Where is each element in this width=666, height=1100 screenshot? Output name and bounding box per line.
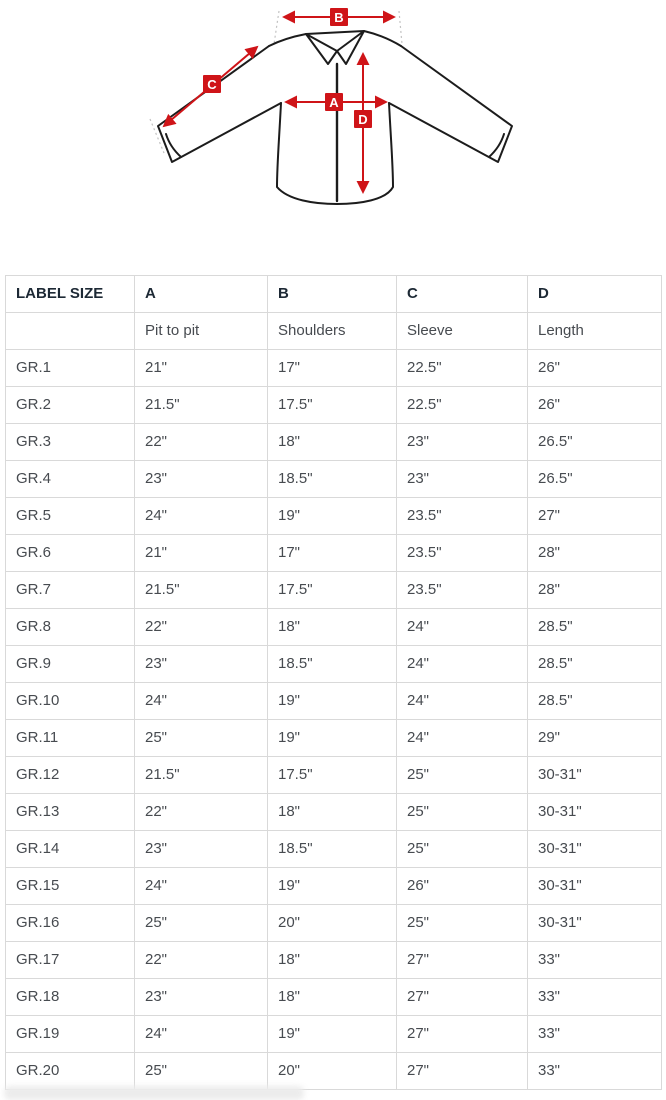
cell-shoulders: 19" xyxy=(268,868,397,905)
table-row xyxy=(6,1053,662,1090)
right-sleeve xyxy=(389,46,512,162)
svg-text:D: D xyxy=(358,112,368,127)
cell-size-label: GR.11 xyxy=(6,720,135,757)
table-row xyxy=(6,979,662,1016)
table-row xyxy=(6,757,662,794)
table-row xyxy=(6,868,662,905)
table-row xyxy=(6,535,662,572)
cell-length: 30-31" xyxy=(528,757,662,794)
cell-pit-to-pit: 22" xyxy=(135,942,268,979)
table-row xyxy=(6,572,662,609)
header-label-size: LABEL SIZE xyxy=(6,276,135,313)
cell-pit-to-pit: 24" xyxy=(135,498,268,535)
cell-shoulders: 18" xyxy=(268,979,397,1016)
subheader-row xyxy=(6,313,662,350)
cell-length: 33" xyxy=(528,1053,662,1090)
cell-pit-to-pit: 25" xyxy=(135,1053,268,1090)
cell-pit-to-pit: 22" xyxy=(135,424,268,461)
cell-sleeve: 27" xyxy=(397,942,528,979)
table-row xyxy=(6,461,662,498)
measure-label-d xyxy=(354,110,372,128)
cell-size-label: GR.4 xyxy=(6,461,135,498)
cell-size-label: GR.9 xyxy=(6,646,135,683)
cell-shoulders: 19" xyxy=(268,498,397,535)
cell-sleeve: 24" xyxy=(397,683,528,720)
cell-sleeve: 24" xyxy=(397,609,528,646)
cell-length: 30-31" xyxy=(528,905,662,942)
cell-size-label: GR.1 xyxy=(6,350,135,387)
table-row xyxy=(6,498,662,535)
cell-size-label: GR.13 xyxy=(6,794,135,831)
cell-length: 26.5" xyxy=(528,461,662,498)
cell-sleeve: 27" xyxy=(397,1016,528,1053)
cell-size-label: GR.6 xyxy=(6,535,135,572)
shirt-measurement-diagram xyxy=(0,0,666,230)
table-row xyxy=(6,794,662,831)
cell-pit-to-pit: 25" xyxy=(135,905,268,942)
cell-length: 33" xyxy=(528,942,662,979)
cell-shoulders: 20" xyxy=(268,1053,397,1090)
cell-length: 26.5" xyxy=(528,424,662,461)
cell-pit-to-pit: 23" xyxy=(135,461,268,498)
cell-sleeve: 22.5" xyxy=(397,387,528,424)
cell-pit-to-pit: 21.5" xyxy=(135,572,268,609)
cell-pit-to-pit: 21" xyxy=(135,535,268,572)
header-c: C xyxy=(397,276,528,313)
subheader-sleeve: Sleeve xyxy=(397,313,528,350)
cell-shoulders: 17.5" xyxy=(268,757,397,794)
table-row xyxy=(6,720,662,757)
cell-size-label: GR.17 xyxy=(6,942,135,979)
measure-label-b xyxy=(330,8,348,26)
cell-sleeve: 25" xyxy=(397,831,528,868)
cell-size-label: GR.3 xyxy=(6,424,135,461)
table-row xyxy=(6,1016,662,1053)
table-row xyxy=(6,424,662,461)
cell-shoulders: 18.5" xyxy=(268,646,397,683)
cell-pit-to-pit: 21.5" xyxy=(135,757,268,794)
cell-shoulders: 17.5" xyxy=(268,572,397,609)
cell-pit-to-pit: 24" xyxy=(135,683,268,720)
cell-size-label: GR.19 xyxy=(6,1016,135,1053)
cell-length: 28.5" xyxy=(528,683,662,720)
svg-text:B: B xyxy=(334,10,344,25)
cell-pit-to-pit: 21.5" xyxy=(135,387,268,424)
cell-pit-to-pit: 22" xyxy=(135,609,268,646)
cell-size-label: GR.2 xyxy=(6,387,135,424)
header-d: D xyxy=(528,276,662,313)
measure-label-a xyxy=(325,93,343,111)
svg-text:C: C xyxy=(207,77,217,92)
cell-shoulders: 18.5" xyxy=(268,831,397,868)
cell-shoulders: 18" xyxy=(268,794,397,831)
cell-size-label: GR.14 xyxy=(6,831,135,868)
cell-shoulders: 19" xyxy=(268,720,397,757)
cell-sleeve: 25" xyxy=(397,905,528,942)
cell-pit-to-pit: 23" xyxy=(135,831,268,868)
size-table-body xyxy=(6,350,662,1090)
cell-sleeve: 23.5" xyxy=(397,572,528,609)
cell-length: 28" xyxy=(528,572,662,609)
cell-shoulders: 19" xyxy=(268,1016,397,1053)
table-row xyxy=(6,350,662,387)
cell-shoulders: 20" xyxy=(268,905,397,942)
cell-sleeve: 27" xyxy=(397,1053,528,1090)
cell-shoulders: 18" xyxy=(268,424,397,461)
cell-pit-to-pit: 25" xyxy=(135,720,268,757)
cell-size-label: GR.20 xyxy=(6,1053,135,1090)
cell-size-label: GR.16 xyxy=(6,905,135,942)
header-row xyxy=(6,276,662,313)
body xyxy=(277,103,393,204)
cell-shoulders: 19" xyxy=(268,683,397,720)
cell-length: 33" xyxy=(528,1016,662,1053)
cell-shoulders: 18" xyxy=(268,942,397,979)
cell-pit-to-pit: 21" xyxy=(135,350,268,387)
cell-sleeve: 23" xyxy=(397,461,528,498)
cell-pit-to-pit: 24" xyxy=(135,868,268,905)
table-row xyxy=(6,942,662,979)
measure-label-c xyxy=(203,75,221,93)
left-sleeve xyxy=(158,46,281,162)
table-row xyxy=(6,387,662,424)
cell-length: 28" xyxy=(528,535,662,572)
cell-length: 26" xyxy=(528,387,662,424)
cell-length: 30-31" xyxy=(528,831,662,868)
collar-lapels xyxy=(306,31,364,64)
table-row xyxy=(6,646,662,683)
size-chart-table xyxy=(5,275,662,1090)
cell-pit-to-pit: 23" xyxy=(135,646,268,683)
svg-text:A: A xyxy=(329,95,339,110)
cell-length: 27" xyxy=(528,498,662,535)
cell-sleeve: 24" xyxy=(397,720,528,757)
table-row xyxy=(6,683,662,720)
cell-shoulders: 18.5" xyxy=(268,461,397,498)
header-a: A xyxy=(135,276,268,313)
cell-sleeve: 25" xyxy=(397,794,528,831)
cell-pit-to-pit: 24" xyxy=(135,1016,268,1053)
cell-size-label: GR.15 xyxy=(6,868,135,905)
cell-sleeve: 24" xyxy=(397,646,528,683)
cell-shoulders: 17" xyxy=(268,535,397,572)
cell-length: 28.5" xyxy=(528,609,662,646)
cell-length: 33" xyxy=(528,979,662,1016)
cell-pit-to-pit: 22" xyxy=(135,794,268,831)
cell-length: 30-31" xyxy=(528,868,662,905)
header-b: B xyxy=(268,276,397,313)
cell-size-label: GR.10 xyxy=(6,683,135,720)
cell-size-label: GR.7 xyxy=(6,572,135,609)
cell-sleeve: 25" xyxy=(397,757,528,794)
table-row xyxy=(6,905,662,942)
cell-size-label: GR.8 xyxy=(6,609,135,646)
cell-shoulders: 18" xyxy=(268,609,397,646)
cell-size-label: GR.5 xyxy=(6,498,135,535)
table-row xyxy=(6,609,662,646)
cell-sleeve: 23.5" xyxy=(397,535,528,572)
shirt-outline xyxy=(158,31,512,204)
subheader-shoulders: Shoulders xyxy=(268,313,397,350)
cell-length: 30-31" xyxy=(528,794,662,831)
subheader-length: Length xyxy=(528,313,662,350)
subheader-pit-to-pit: Pit to pit xyxy=(135,313,268,350)
cell-sleeve: 22.5" xyxy=(397,350,528,387)
cell-size-label: GR.18 xyxy=(6,979,135,1016)
cell-shoulders: 17" xyxy=(268,350,397,387)
cell-pit-to-pit: 23" xyxy=(135,979,268,1016)
subheader-empty xyxy=(6,313,135,350)
cell-sleeve: 23" xyxy=(397,424,528,461)
shirt-diagram-svg xyxy=(0,0,666,230)
table-row xyxy=(6,831,662,868)
cell-length: 26" xyxy=(528,350,662,387)
cell-shoulders: 17.5" xyxy=(268,387,397,424)
cell-length: 29" xyxy=(528,720,662,757)
cell-sleeve: 23.5" xyxy=(397,498,528,535)
cell-sleeve: 26" xyxy=(397,868,528,905)
cell-size-label: GR.12 xyxy=(6,757,135,794)
page-bottom-shadow xyxy=(4,1086,304,1100)
cell-sleeve: 27" xyxy=(397,979,528,1016)
cell-length: 28.5" xyxy=(528,646,662,683)
